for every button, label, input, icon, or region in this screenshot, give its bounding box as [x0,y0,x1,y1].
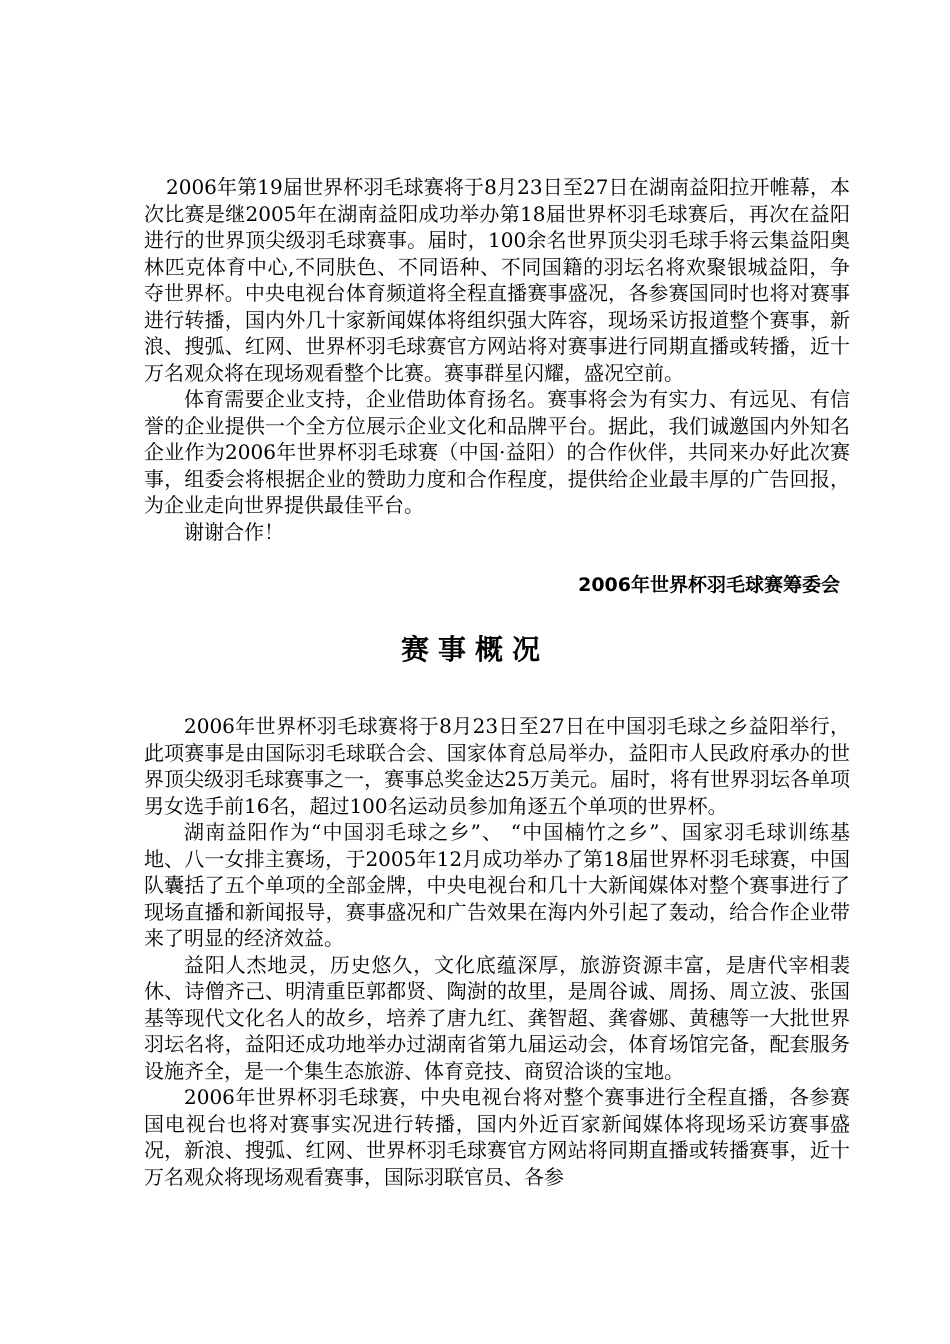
overview-paragraph-host-city: 湖南益阳作为“中国羽毛球之乡”、 “中国楠竹之乡”、国家羽毛球训练基地、八一女排主赛场，于2005年12月成功举办了第18届世界杯羽毛球赛，中国队囊括了五个单项的全部金牌，中央电视台和几十大新闻媒体对整个赛事进行了现场直播和新闻报导，赛事盛况和广告效果在海内外引起了轰动，给合作企业带来了明显的经济效益。 [144,820,850,950]
overview-section [144,713,850,1190]
overview-paragraph-culture: 益阳人杰地灵，历史悠久，文化底蕴深厚，旅游资源丰富，是唐代宰相裴休、诗僧齐己、明清重臣郭都贤、陶澍的故里，是周谷诚、周扬、周立波、张国基等现代文化名人的故乡，培养了唐九红、龚智超、龚睿娜、黄穗等一大批世界羽坛名将，益阳还成功地举办过湖南省第九届运动会，体育场馆完备，配套服务设施齐全，是一个集生态旅游、体育竞技、商贸洽谈的宝地。 [144,952,850,1083]
letter-signature: 2006年世界杯羽毛球赛筹委会 [578,574,840,596]
letter-paragraph-thanks: 谢谢合作！ [184,519,284,544]
section-title-overview: 赛事概况 [400,633,549,666]
overview-paragraph-event: 2006年世界杯羽毛球赛将于8月23日至27日在中国羽毛球之乡益阳举行，此项赛事是由国际羽毛球联合会、国家体育总局举办，益阳市人民政府承办的世界顶尖级羽毛球赛事之一，赛事总奖金达25万美元。届时，将有世界羽坛各单项男女选手前16名，超过100名运动员参加角逐五个单项的世界杯。 [144,714,850,818]
invitation-letter [144,174,850,545]
letter-paragraph-intro: 2006年第19届世界杯羽毛球赛将于8月23日至27日在湖南益阳拉开帷幕，本次比赛是继2005年在湖南益阳成功举办第18届世界杯羽毛球赛后，再次在益阳进行的世界顶尖级羽毛球赛事。届时，100余名世界顶尖羽毛球手将云集益阳奥林匹克体育中心,不同肤色、不同语种、不同国籍的羽坛名将欢聚银城益阳，争夺世界杯。中央电视台体育频道将全程直播赛事盛况，各参赛国同时也将对赛事进行转播，国内外几十家新闻媒体将组织强大阵容，现场采访报道整个赛事，新浪、搜弧、红网、世界杯羽毛球赛官方网站将对赛事进行同期直播或转播，近十万名观众将在现场观看整个比赛。赛事群星闪耀，盛况空前。 [144,175,850,385]
letter-paragraph-partnership: 体育需要企业支持，企业借助体育扬名。赛事将会为有实力、有远见、有信誉的企业提供一个全方位展示企业文化和品牌平台。据此，我们诚邀国内外知名企业作为2006年世界杯羽毛球赛（中国·益阳）的合作伙伴，共同来办好此次赛事，组委会将根据企业的赞助力度和合作程度，提供给企业最丰厚的广告回报，为企业走向世界提供最佳平台。 [144,387,850,517]
overview-paragraph-media: 2006年世界杯羽毛球赛，中央电视台将对整个赛事进行全程直播，各参赛国电视台也将对赛事实况进行转播，国内外近百家新闻媒体将现场采访赛事盛况，新浪、搜弧、红网、世界杯羽毛球赛官方网站将同期直播或转播赛事，近十万名观众将现场观看赛事，国际羽联官员、各参 [144,1085,850,1189]
